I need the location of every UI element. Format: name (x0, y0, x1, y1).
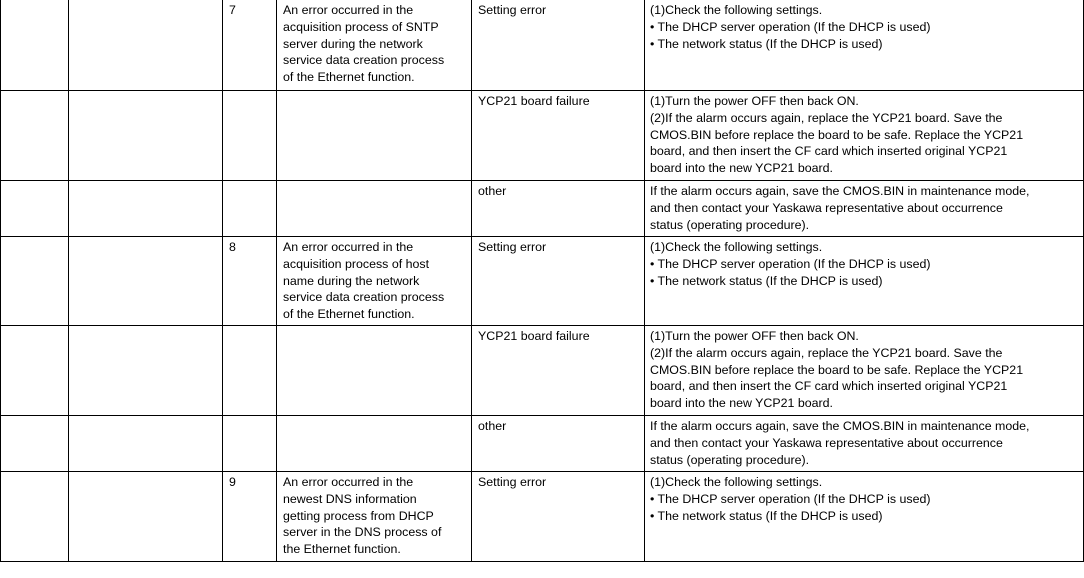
remedy-cell: (1)Turn the power OFF then back ON. (2)If the alarm occurs again, replace the YCP21 board. Save the CMOS.BIN before replace the board to be safe. Replace the YCP21 board, and then insert the CF card which inserted original YCP21 board into the new YCP21 board. (645, 326, 1084, 416)
cause-cell: Setting error (472, 472, 645, 562)
alarm-name-cell (69, 91, 223, 181)
table-row (1, 0, 1084, 91)
table-row (1, 472, 1084, 562)
remedy-cell: (1)Check the following settings. • The DHCP server operation (If the DHCP is used) • The network status (If the DHCP is used) (645, 237, 1084, 326)
table-row (1, 237, 1084, 326)
table-row (1, 91, 1084, 181)
alarm-name-cell (69, 416, 223, 472)
alarm-code-cell (1, 472, 69, 562)
alarm-name-cell (69, 181, 223, 237)
cause-cell: YCP21 board failure (472, 91, 645, 181)
cause-cell: Setting error (472, 0, 645, 91)
remedy-cell: If the alarm occurs again, save the CMOS.BIN in maintenance mode, and then contact your Yaskawa representative about occurrence status (operating procedure). (645, 181, 1084, 237)
meaning-cell (277, 326, 472, 416)
sub-code-cell (223, 91, 277, 181)
alarm-name-cell (69, 326, 223, 416)
meaning-cell: An error occurred in the acquisition process of SNTP server during the network service data creation process of the Ethernet function. (277, 0, 472, 91)
remedy-cell: (1)Turn the power OFF then back ON. (2)If the alarm occurs again, replace the YCP21 board. Save the CMOS.BIN before replace the board to be safe. Replace the YCP21 board, and then insert the CF card which inserted original YCP21 board into the new YCP21 board. (645, 91, 1084, 181)
meaning-cell: An error occurred in the acquisition process of host name during the network service data creation process of the Ethernet function. (277, 237, 472, 326)
alarm-code-cell (1, 0, 69, 91)
table-row (1, 326, 1084, 416)
remedy-cell: (1)Check the following settings. • The DHCP server operation (If the DHCP is used) • The network status (If the DHCP is used) (645, 472, 1084, 562)
alarm-code-cell (1, 326, 69, 416)
alarm-name-cell (69, 472, 223, 562)
meaning-cell: An error occurred in the newest DNS information getting process from DHCP server in the DNS process of the Ethernet function. (277, 472, 472, 562)
alarm-code-cell (1, 237, 69, 326)
remedy-cell: (1)Check the following settings. • The DHCP server operation (If the DHCP is used) • The network status (If the DHCP is used) (645, 0, 1084, 91)
sub-code-cell (223, 181, 277, 237)
sub-code-cell (223, 416, 277, 472)
sub-code-cell: 7 (223, 0, 277, 91)
cause-cell: YCP21 board failure (472, 326, 645, 416)
remedy-cell: If the alarm occurs again, save the CMOS.BIN in maintenance mode, and then contact your Yaskawa representative about occurrence status (operating procedure). (645, 416, 1084, 472)
meaning-cell (277, 181, 472, 237)
alarm-code-cell (1, 181, 69, 237)
alarm-code-cell (1, 91, 69, 181)
table-row (1, 416, 1084, 472)
cause-cell: other (472, 416, 645, 472)
alarm-name-cell (69, 0, 223, 91)
table-row (1, 181, 1084, 237)
sub-code-cell: 9 (223, 472, 277, 562)
cause-cell: Setting error (472, 237, 645, 326)
sub-code-cell (223, 326, 277, 416)
sub-code-cell: 8 (223, 237, 277, 326)
cause-cell: other (472, 181, 645, 237)
meaning-cell (277, 416, 472, 472)
alarm-code-cell (1, 416, 69, 472)
alarm-name-cell (69, 237, 223, 326)
meaning-cell (277, 91, 472, 181)
